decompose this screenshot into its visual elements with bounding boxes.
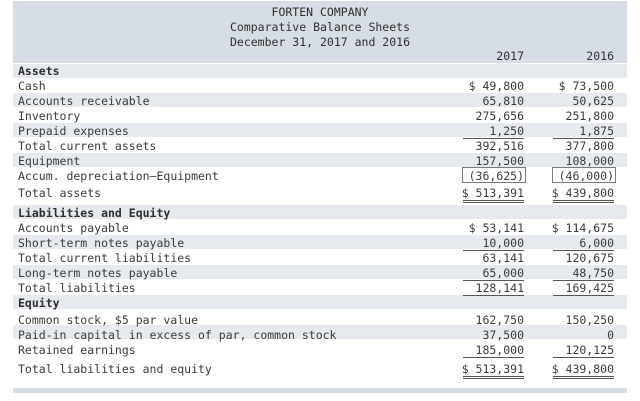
underline	[463, 357, 524, 358]
row-label: Liabilities and Equity	[18, 206, 171, 220]
value-2016: 6,000	[579, 236, 614, 250]
row-label: Accounts payable	[18, 221, 129, 235]
value-2016: 251,800	[565, 109, 614, 123]
value-2017: 157,500	[475, 154, 524, 168]
value-2016: 120,675	[565, 251, 614, 265]
value-2017: 63,141	[482, 251, 524, 265]
value-2016: $ 439,800	[551, 186, 614, 200]
row-label: Short-term notes payable	[18, 236, 185, 250]
double-underline	[553, 376, 614, 379]
double-underline	[463, 376, 524, 379]
row-label: Inventory	[18, 109, 81, 123]
value-2016: 108,000	[565, 154, 614, 168]
value-2017: (36,625)	[468, 169, 524, 183]
value-2017: $ 513,391	[461, 186, 524, 200]
value-2017: 65,810	[482, 94, 524, 108]
row-label: Paid-in capital in excess of par, common stock	[18, 328, 337, 342]
value-2017: 185,000	[475, 343, 524, 357]
row-label: Accounts receivable	[18, 94, 150, 108]
highlight-box	[552, 167, 616, 183]
column-header-2016: 2016	[586, 49, 614, 63]
underline	[553, 357, 614, 358]
statement-title: Comparative Balance Sheets	[229, 20, 410, 34]
value-2016: 50,625	[572, 94, 614, 108]
value-2016: 48,750	[572, 266, 614, 280]
value-2016: (46,000)	[558, 169, 614, 183]
row-band	[13, 64, 627, 78]
value-2017: 65,000	[482, 266, 524, 280]
underline	[553, 295, 614, 296]
value-2017: 1,250	[489, 124, 524, 138]
value-2017: $ 513,391	[461, 362, 524, 376]
row-label: Retained earnings	[18, 343, 136, 357]
row-label: Common stock, $5 par value	[18, 313, 199, 327]
value-2016: $ 73,500	[558, 79, 614, 93]
double-underline	[553, 200, 614, 203]
row-label: Equity	[18, 296, 60, 310]
row-label: Total current assets	[18, 139, 157, 153]
statement-date: December 31, 2017 and 2016	[229, 35, 410, 49]
value-2016: $ 439,800	[551, 362, 614, 376]
row-label: Total current liabilities	[18, 251, 192, 265]
value-2016: $ 114,675	[551, 221, 614, 235]
value-2017: $ 53,141	[468, 221, 524, 235]
value-2017: 162,750	[475, 313, 524, 327]
row-label: Accum. depreciation—Equipment	[18, 169, 219, 183]
value-2017: 275,656	[475, 109, 524, 123]
highlight-box	[462, 167, 526, 183]
value-2016: 120,125	[565, 343, 614, 357]
value-2017: 37,500	[482, 328, 524, 342]
row-label: Total liabilities	[18, 281, 136, 295]
value-2016: 0	[607, 328, 614, 342]
row-label: Prepaid expenses	[18, 124, 129, 138]
value-2017: 392,516	[475, 139, 524, 153]
underline	[463, 295, 524, 296]
sheet-footer	[13, 388, 627, 393]
value-2016: 1,875	[579, 124, 614, 138]
value-2016: 150,250	[565, 313, 614, 327]
row-label: Assets	[18, 64, 60, 78]
value-2017: $ 49,800	[468, 79, 524, 93]
row-label: Long-term notes payable	[18, 266, 178, 280]
double-underline	[463, 200, 524, 203]
balance-sheet	[13, 1, 627, 393]
value-2016: 377,800	[565, 139, 614, 153]
row-label: Total assets	[18, 186, 102, 200]
row-label: Equipment	[18, 154, 81, 168]
company-name: FORTEN COMPANY	[271, 5, 369, 19]
column-header-2017: 2017	[496, 49, 524, 63]
value-2017: 128,141	[475, 281, 524, 295]
value-2017: 10,000	[482, 236, 524, 250]
value-2016: 169,425	[565, 281, 614, 295]
row-label: Total liabilities and equity	[18, 362, 212, 376]
row-label: Cash	[18, 79, 46, 93]
row-band	[13, 295, 627, 309]
row-band	[13, 153, 627, 167]
